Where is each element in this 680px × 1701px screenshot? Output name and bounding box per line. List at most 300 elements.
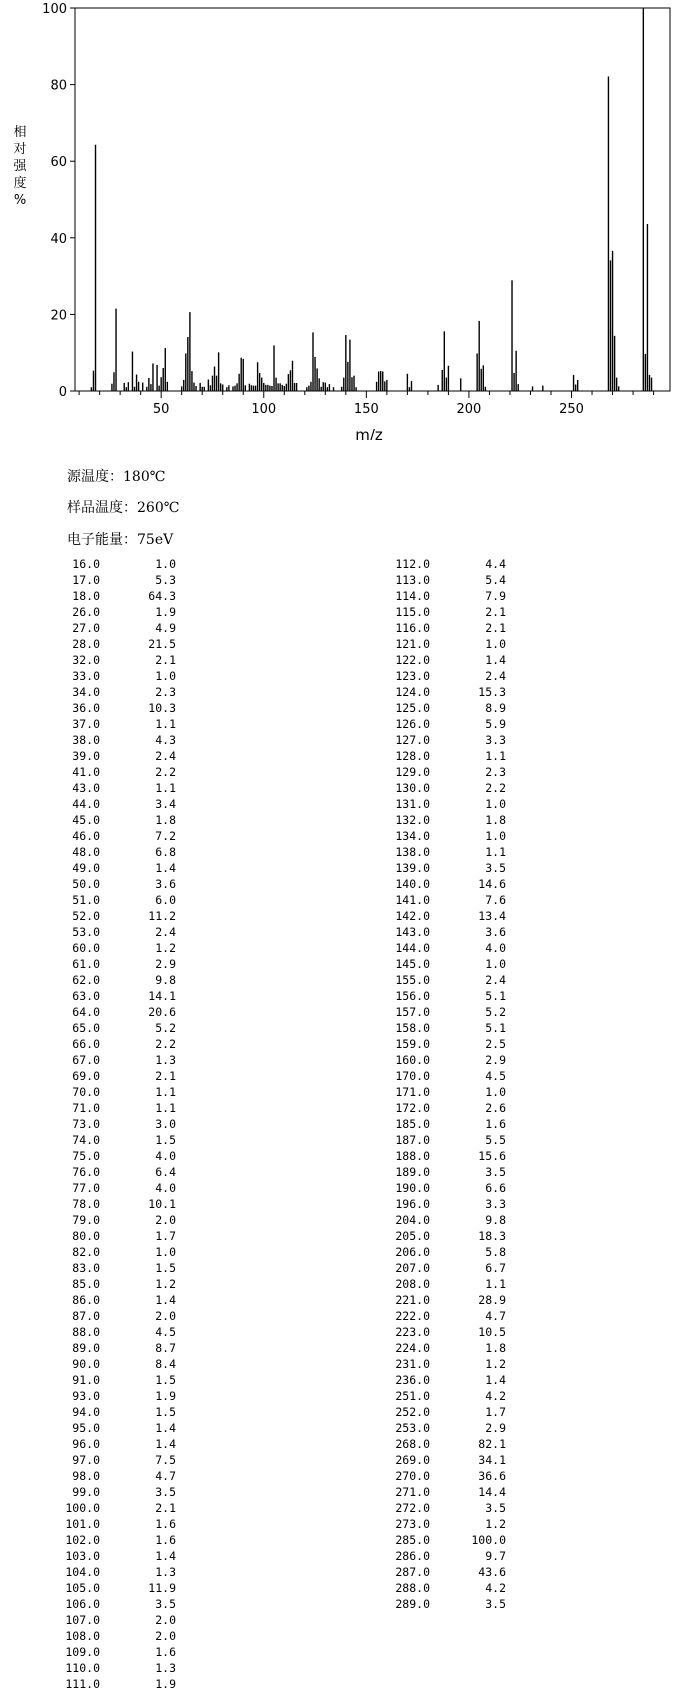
abundance-value: 7.5 <box>155 1453 176 1467</box>
mz-value: 101.0 <box>65 1517 100 1531</box>
mz-value: 89.0 <box>72 1341 100 1355</box>
abundance-value: 2.1 <box>155 1069 176 1083</box>
abundance-value: 7.9 <box>485 589 506 603</box>
peak-row <box>392 1068 512 1084</box>
peak-row <box>62 588 182 604</box>
mz-value: 86.0 <box>72 1293 100 1307</box>
y-tick-label: 60 <box>50 155 67 171</box>
peak-row <box>62 604 182 620</box>
peak-row <box>62 764 182 780</box>
peak-row <box>62 1084 182 1100</box>
peak-row <box>62 988 182 1004</box>
mz-value: 124.0 <box>395 685 430 699</box>
abundance-value: 3.5 <box>485 1165 506 1179</box>
abundance-value: 1.0 <box>485 1085 506 1099</box>
y-tick-label: 40 <box>50 231 67 247</box>
peak-row <box>392 1100 512 1116</box>
abundance-value: 6.8 <box>155 845 176 859</box>
y-tick-label: 20 <box>50 308 67 324</box>
abundance-value: 34.1 <box>478 1453 506 1467</box>
peak-row <box>62 1068 182 1084</box>
peak-row <box>62 780 182 796</box>
mz-value: 115.0 <box>395 605 430 619</box>
abundance-value: 4.3 <box>155 733 176 747</box>
peak-row <box>62 1628 182 1644</box>
abundance-value: 1.2 <box>485 1357 506 1371</box>
peak-row <box>392 1324 512 1340</box>
y-tick-label: 100 <box>42 2 67 17</box>
peak-row <box>392 796 512 812</box>
mz-value: 26.0 <box>72 605 100 619</box>
abundance-value: 1.3 <box>155 1053 176 1067</box>
peak-row <box>62 1148 182 1164</box>
mz-value: 125.0 <box>395 701 430 715</box>
peak-row <box>392 1212 512 1228</box>
mz-value: 140.0 <box>395 877 430 891</box>
abundance-value: 3.4 <box>155 797 176 811</box>
abundance-value: 43.6 <box>478 1565 506 1579</box>
abundance-value: 4.4 <box>485 557 506 571</box>
mz-value: 45.0 <box>72 813 100 827</box>
peak-row <box>392 1164 512 1180</box>
mz-value: 138.0 <box>395 845 430 859</box>
peak-table-left <box>62 556 182 1692</box>
mz-value: 134.0 <box>395 829 430 843</box>
mz-value: 60.0 <box>72 941 100 955</box>
peak-row <box>392 1148 512 1164</box>
abundance-value: 2.1 <box>155 653 176 667</box>
peak-row <box>62 1100 182 1116</box>
abundance-value: 100.0 <box>471 1533 506 1547</box>
peak-row <box>62 1372 182 1388</box>
mz-value: 96.0 <box>72 1437 100 1451</box>
mz-value: 77.0 <box>72 1181 100 1195</box>
peak-row <box>392 860 512 876</box>
mz-value: 74.0 <box>72 1133 100 1147</box>
abundance-value: 5.4 <box>485 573 506 587</box>
abundance-value: 1.7 <box>485 1405 506 1419</box>
abundance-value: 2.9 <box>485 1053 506 1067</box>
abundance-value: 14.1 <box>148 989 176 1003</box>
abundance-value: 10.3 <box>148 701 176 715</box>
mz-value: 189.0 <box>395 1165 430 1179</box>
mz-value: 126.0 <box>395 717 430 731</box>
abundance-value: 2.4 <box>155 749 176 763</box>
abundance-value: 5.1 <box>485 989 506 1003</box>
abundance-value: 8.4 <box>155 1357 176 1371</box>
peak-row <box>62 1500 182 1516</box>
peak-row <box>392 1388 512 1404</box>
peak-row <box>62 876 182 892</box>
peak-row <box>392 1260 512 1276</box>
peak-row <box>392 1292 512 1308</box>
x-tick-label: 150 <box>353 402 379 417</box>
peak-row <box>62 1404 182 1420</box>
mz-value: 83.0 <box>72 1261 100 1275</box>
x-axis-label: m/z <box>355 426 383 440</box>
mz-value: 61.0 <box>72 957 100 971</box>
mz-value: 286.0 <box>395 1549 430 1563</box>
abundance-value: 64.3 <box>148 589 176 603</box>
mz-value: 222.0 <box>395 1309 430 1323</box>
mz-value: 108.0 <box>65 1629 100 1643</box>
mz-value: 39.0 <box>72 749 100 763</box>
peak-row <box>62 1004 182 1020</box>
abundance-value: 1.8 <box>155 813 176 827</box>
peak-row <box>392 1196 512 1212</box>
abundance-value: 1.5 <box>155 1261 176 1275</box>
peak-row <box>392 1004 512 1020</box>
peak-row <box>392 1532 512 1548</box>
mz-value: 141.0 <box>395 893 430 907</box>
mz-value: 76.0 <box>72 1165 100 1179</box>
abundance-value: 5.2 <box>485 1005 506 1019</box>
peak-table-right <box>392 556 512 1612</box>
mz-value: 62.0 <box>72 973 100 987</box>
abundance-value: 4.0 <box>155 1149 176 1163</box>
mz-value: 65.0 <box>72 1021 100 1035</box>
abundance-value: 6.6 <box>485 1181 506 1195</box>
abundance-value: 82.1 <box>478 1437 506 1451</box>
abundance-value: 4.2 <box>485 1389 506 1403</box>
mz-value: 17.0 <box>72 573 100 587</box>
abundance-value: 14.4 <box>478 1485 506 1499</box>
abundance-value: 9.8 <box>155 973 176 987</box>
mz-value: 64.0 <box>72 1005 100 1019</box>
abundance-value: 5.9 <box>485 717 506 731</box>
peak-row <box>392 588 512 604</box>
peak-row <box>392 908 512 924</box>
peak-row <box>62 1596 182 1612</box>
abundance-value: 6.0 <box>155 893 176 907</box>
mz-value: 223.0 <box>395 1325 430 1339</box>
mz-value: 85.0 <box>72 1277 100 1291</box>
mz-value: 288.0 <box>395 1581 430 1595</box>
abundance-value: 1.4 <box>155 1437 176 1451</box>
abundance-value: 5.2 <box>155 1021 176 1035</box>
peak-row <box>62 1020 182 1036</box>
peak-row <box>62 1164 182 1180</box>
mz-value: 91.0 <box>72 1373 100 1387</box>
abundance-value: 1.1 <box>155 1101 176 1115</box>
mz-value: 131.0 <box>395 797 430 811</box>
mz-value: 121.0 <box>395 637 430 651</box>
peak-row <box>392 940 512 956</box>
abundance-value: 3.0 <box>155 1117 176 1131</box>
abundance-value: 9.8 <box>485 1213 506 1227</box>
peak-row <box>392 1564 512 1580</box>
mz-value: 172.0 <box>395 1101 430 1115</box>
peak-row <box>62 1180 182 1196</box>
abundance-value: 11.2 <box>148 909 176 923</box>
mz-value: 272.0 <box>395 1501 430 1515</box>
peak-row <box>62 924 182 940</box>
mz-value: 208.0 <box>395 1277 430 1291</box>
peak-row <box>62 1452 182 1468</box>
abundance-value: 4.5 <box>155 1325 176 1339</box>
peak-row <box>392 1484 512 1500</box>
mz-value: 32.0 <box>72 653 100 667</box>
peak-row <box>392 572 512 588</box>
abundance-value: 6.4 <box>155 1165 176 1179</box>
mz-value: 102.0 <box>65 1533 100 1547</box>
peak-row <box>392 1180 512 1196</box>
abundance-value: 2.1 <box>485 621 506 635</box>
mz-value: 114.0 <box>395 589 430 603</box>
peak-row <box>392 620 512 636</box>
abundance-value: 1.4 <box>485 653 506 667</box>
abundance-value: 1.4 <box>155 861 176 875</box>
x-tick-label: 200 <box>456 402 482 417</box>
abundance-value: 1.1 <box>155 717 176 731</box>
peak-row <box>392 604 512 620</box>
mz-value: 27.0 <box>72 621 100 635</box>
abundance-value: 1.2 <box>155 1277 176 1291</box>
peak-row <box>62 1292 182 1308</box>
abundance-value: 4.5 <box>485 1069 506 1083</box>
mz-value: 224.0 <box>395 1341 430 1355</box>
abundance-value: 11.9 <box>148 1581 176 1595</box>
mz-value: 236.0 <box>395 1373 430 1387</box>
peak-row <box>62 1388 182 1404</box>
peak-row <box>392 748 512 764</box>
mz-value: 18.0 <box>72 589 100 603</box>
mz-value: 97.0 <box>72 1453 100 1467</box>
abundance-value: 2.4 <box>485 669 506 683</box>
abundance-value: 18.3 <box>478 1229 506 1243</box>
mz-value: 159.0 <box>395 1037 430 1051</box>
abundance-value: 4.7 <box>485 1309 506 1323</box>
abundance-value: 2.2 <box>485 781 506 795</box>
mz-value: 122.0 <box>395 653 430 667</box>
peak-row <box>392 716 512 732</box>
peak-row <box>392 1436 512 1452</box>
peak-row <box>62 972 182 988</box>
peak-row <box>392 636 512 652</box>
peak-row <box>392 1340 512 1356</box>
mz-value: 37.0 <box>72 717 100 731</box>
peak-row <box>62 748 182 764</box>
peak-row <box>392 1500 512 1516</box>
peak-row <box>62 908 182 924</box>
mz-value: 79.0 <box>72 1213 100 1227</box>
abundance-value: 1.6 <box>155 1645 176 1659</box>
peak-row <box>62 892 182 908</box>
abundance-value: 1.1 <box>485 845 506 859</box>
peak-row <box>62 860 182 876</box>
mz-value: 70.0 <box>72 1085 100 1099</box>
abundance-value: 1.2 <box>485 1517 506 1531</box>
peak-row <box>62 1052 182 1068</box>
mz-value: 43.0 <box>72 781 100 795</box>
abundance-value: 21.5 <box>148 637 176 651</box>
peak-row <box>62 716 182 732</box>
peak-row <box>62 1036 182 1052</box>
abundance-value: 1.7 <box>155 1229 176 1243</box>
peak-row <box>62 812 182 828</box>
mz-value: 52.0 <box>72 909 100 923</box>
abundance-value: 3.5 <box>485 861 506 875</box>
source-temperature: 源温度：180℃ <box>67 469 166 485</box>
abundance-value: 2.6 <box>485 1101 506 1115</box>
abundance-value: 1.9 <box>155 1389 176 1403</box>
mz-value: 67.0 <box>72 1053 100 1067</box>
mz-value: 105.0 <box>65 1581 100 1595</box>
mz-value: 51.0 <box>72 893 100 907</box>
x-tick-label: 100 <box>251 402 277 417</box>
peak-row <box>392 956 512 972</box>
x-axis <box>79 391 653 417</box>
abundance-value: 2.2 <box>155 765 176 779</box>
y-tick-label: 80 <box>50 78 67 94</box>
peak-row <box>62 684 182 700</box>
mz-value: 82.0 <box>72 1245 100 1259</box>
peak-row <box>62 1196 182 1212</box>
peak-row <box>392 988 512 1004</box>
mz-value: 106.0 <box>65 1597 100 1611</box>
peak-row <box>392 892 512 908</box>
mz-value: 93.0 <box>72 1389 100 1403</box>
peak-row <box>62 1308 182 1324</box>
peak-row <box>62 1516 182 1532</box>
abundance-value: 4.2 <box>485 1581 506 1595</box>
mz-value: 144.0 <box>395 941 430 955</box>
peak-row <box>62 1420 182 1436</box>
abundance-value: 8.9 <box>485 701 506 715</box>
abundance-value: 15.3 <box>478 685 506 699</box>
abundance-value: 2.3 <box>485 765 506 779</box>
mz-value: 190.0 <box>395 1181 430 1195</box>
abundance-value: 5.3 <box>155 573 176 587</box>
peak-row <box>392 924 512 940</box>
mz-value: 87.0 <box>72 1309 100 1323</box>
abundance-value: 3.5 <box>155 1597 176 1611</box>
electron-energy: 电子能量：75eV <box>67 532 174 548</box>
mz-value: 100.0 <box>65 1501 100 1515</box>
abundance-value: 6.7 <box>485 1261 506 1275</box>
mz-value: 88.0 <box>72 1325 100 1339</box>
peak-row <box>392 1420 512 1436</box>
mz-value: 69.0 <box>72 1069 100 1083</box>
mz-value: 139.0 <box>395 861 430 875</box>
peak-row <box>392 1516 512 1532</box>
abundance-value: 3.3 <box>485 1197 506 1211</box>
mz-value: 95.0 <box>72 1421 100 1435</box>
abundance-value: 13.4 <box>478 909 506 923</box>
abundance-value: 1.9 <box>155 605 176 619</box>
peak-row <box>392 1596 512 1612</box>
peak-row <box>62 636 182 652</box>
mz-value: 270.0 <box>395 1469 430 1483</box>
peak-row <box>392 1132 512 1148</box>
abundance-value: 15.6 <box>478 1149 506 1163</box>
peak-row <box>392 1356 512 1372</box>
mz-value: 98.0 <box>72 1469 100 1483</box>
mz-value: 116.0 <box>395 621 430 635</box>
abundance-value: 1.3 <box>155 1565 176 1579</box>
mz-value: 112.0 <box>395 557 430 571</box>
mz-value: 99.0 <box>72 1485 100 1499</box>
mz-value: 221.0 <box>395 1293 430 1307</box>
abundance-value: 1.0 <box>155 557 176 571</box>
peak-row <box>62 1548 182 1564</box>
mz-value: 48.0 <box>72 845 100 859</box>
abundance-value: 3.6 <box>155 877 176 891</box>
peak-row <box>62 732 182 748</box>
mass-spectrum-chart <box>0 0 680 440</box>
peak-row <box>392 1244 512 1260</box>
mz-value: 185.0 <box>395 1117 430 1131</box>
peak-row <box>62 1356 182 1372</box>
plot-frame <box>75 8 670 391</box>
abundance-value: 1.5 <box>155 1405 176 1419</box>
abundance-value: 1.1 <box>155 781 176 795</box>
abundance-value: 8.7 <box>155 1341 176 1355</box>
mz-value: 123.0 <box>395 669 430 683</box>
mz-value: 63.0 <box>72 989 100 1003</box>
abundance-value: 7.6 <box>485 893 506 907</box>
mz-value: 251.0 <box>395 1389 430 1403</box>
abundance-value: 5.1 <box>485 1021 506 1035</box>
abundance-value: 9.7 <box>485 1549 506 1563</box>
mz-value: 253.0 <box>395 1421 430 1435</box>
peak-row <box>392 844 512 860</box>
mz-value: 196.0 <box>395 1197 430 1211</box>
mz-value: 187.0 <box>395 1133 430 1147</box>
mz-value: 16.0 <box>72 557 100 571</box>
peak-row <box>392 972 512 988</box>
peak-row <box>392 1580 512 1596</box>
abundance-value: 1.6 <box>485 1117 506 1131</box>
mz-value: 252.0 <box>395 1405 430 1419</box>
mz-value: 158.0 <box>395 1021 430 1035</box>
peak-row <box>62 796 182 812</box>
peak-row <box>62 1580 182 1596</box>
mz-value: 143.0 <box>395 925 430 939</box>
abundance-value: 10.5 <box>478 1325 506 1339</box>
spectrum-bars <box>91 8 651 391</box>
peak-row <box>392 1036 512 1052</box>
mz-value: 80.0 <box>72 1229 100 1243</box>
peak-row <box>392 1228 512 1244</box>
peak-row <box>392 684 512 700</box>
mz-value: 73.0 <box>72 1117 100 1131</box>
peak-row <box>392 1468 512 1484</box>
mz-value: 132.0 <box>395 813 430 827</box>
peak-row <box>62 1260 182 1276</box>
peak-row <box>62 1324 182 1340</box>
peak-row <box>392 764 512 780</box>
abundance-value: 3.5 <box>155 1485 176 1499</box>
abundance-value: 3.6 <box>485 925 506 939</box>
mz-value: 103.0 <box>65 1549 100 1563</box>
peak-row <box>62 1676 182 1692</box>
abundance-value: 2.0 <box>155 1213 176 1227</box>
mz-value: 160.0 <box>395 1053 430 1067</box>
peak-row <box>62 572 182 588</box>
peak-row <box>62 1644 182 1660</box>
peak-row <box>62 652 182 668</box>
mz-value: 142.0 <box>395 909 430 923</box>
mz-value: 171.0 <box>395 1085 430 1099</box>
mz-value: 49.0 <box>72 861 100 875</box>
abundance-value: 5.5 <box>485 1133 506 1147</box>
abundance-value: 1.0 <box>485 829 506 843</box>
peak-row <box>62 620 182 636</box>
abundance-value: 1.6 <box>155 1533 176 1547</box>
peak-row <box>62 844 182 860</box>
mz-value: 130.0 <box>395 781 430 795</box>
